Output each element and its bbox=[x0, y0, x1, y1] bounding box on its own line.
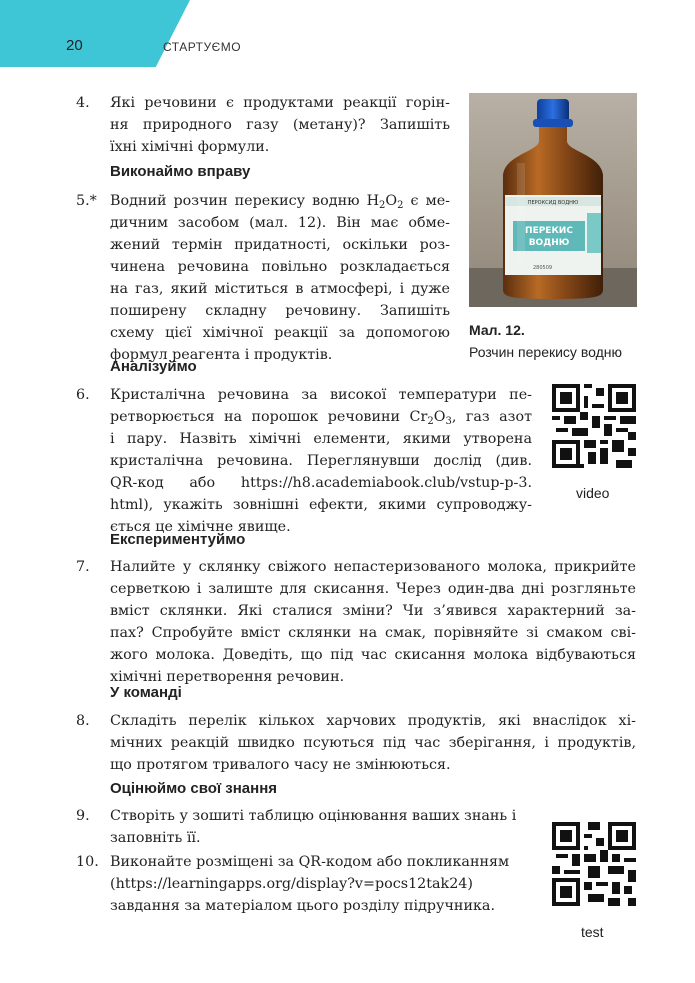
q5-line: дичним засобом (мал. 12). Він має обме- bbox=[110, 215, 450, 231]
q5-text bbox=[110, 190, 450, 366]
q6-line: і пару. Назвіть хімічні елементи, якими утворена bbox=[110, 431, 532, 447]
q6-line: ретворюється на порошок речовини $Cr_2O_3$, газ азот bbox=[110, 409, 532, 427]
q5-line: поширену складну речовину. Запишіть bbox=[110, 303, 450, 319]
q8-text bbox=[110, 710, 636, 776]
q8-number: 8. bbox=[76, 713, 90, 729]
heading-team: У команді bbox=[110, 684, 182, 701]
q7-number: 7. bbox=[76, 559, 90, 575]
figure-label: Мал. 12. bbox=[469, 322, 525, 338]
heading-analyze: Аналізуймо bbox=[110, 358, 197, 375]
bottle-label-top: ПЕРЕКИС bbox=[525, 226, 573, 236]
q4-number: 4. bbox=[76, 95, 90, 111]
q6-line: QR-код або https://h8.academiabook.club/vstup-p-3. bbox=[110, 475, 532, 491]
q6-line: Кристалічна речовина за високої температури пе- bbox=[110, 387, 532, 403]
q9-line: заповніть її. bbox=[110, 830, 201, 846]
q7-line: серветкою і залиште для скисання. Через один-два дні розгляньте bbox=[110, 581, 636, 597]
bottle-small-text: ПЕРОКСИД ВОДНЮ bbox=[527, 200, 579, 206]
qr-test-label: test bbox=[581, 924, 604, 940]
bottle-lot: 280509 bbox=[533, 265, 553, 271]
section-title: СТАРТУЄМО bbox=[163, 40, 242, 54]
figure-caption: Розчин перекису водню bbox=[469, 344, 622, 360]
qr-code-video[interactable] bbox=[552, 384, 636, 468]
q5-number: 5.* bbox=[76, 193, 97, 209]
q5-line: жений термін придатності, оскільки роз- bbox=[110, 237, 450, 253]
q5-line: Водний розчин перекису водню $H_2O_2$ є ме- bbox=[110, 193, 450, 211]
q5-line: формул реагента і продуктів. bbox=[110, 347, 333, 363]
q8-line: Складіть перелік кількох харчових продуктів, які внаслідок хі- bbox=[110, 713, 636, 729]
heading-evaluate: Оцінюймо свої знання bbox=[110, 780, 278, 797]
q10-number: 10. bbox=[76, 854, 99, 870]
q6-number: 6. bbox=[76, 387, 90, 403]
q7-line: вміст склянки. Які сталися зміни? Чи з’явився характерний за- bbox=[110, 603, 636, 619]
q4-text bbox=[110, 92, 450, 158]
q10-text bbox=[110, 851, 532, 917]
q6-line: html), укажіть зовнішні ефекти, якими супроводжу- bbox=[110, 497, 532, 513]
q9-text bbox=[110, 805, 532, 849]
q4-line: Які речовини є продуктами реакції горін- bbox=[110, 95, 450, 111]
q10-line: завдання за матеріалом цього розділу підручника. bbox=[110, 898, 495, 914]
q8-line: що протягом тривалого часу не змінюються. bbox=[110, 757, 451, 773]
qr-video-label: video bbox=[576, 485, 610, 501]
q9-number: 9. bbox=[76, 808, 90, 824]
q7-text bbox=[110, 556, 636, 688]
q7-line: Налийте у склянку свіжого непастеризованого молока, прикрийте bbox=[110, 559, 636, 575]
q10-line: Виконайте розміщені за QR-кодом або покликанням bbox=[110, 854, 510, 870]
q6-text bbox=[110, 384, 532, 538]
heading-exercise: Виконаймо вправу bbox=[110, 163, 251, 180]
q5-line: чинена речовина повільно розкладається bbox=[110, 259, 450, 275]
page-number: 20 bbox=[66, 37, 83, 54]
q7-line: жого молока. Доведіть, що під час скисання молока відбуваються bbox=[110, 647, 636, 663]
hydrogen-peroxide-bottle-photo bbox=[469, 93, 637, 307]
bottle-label-bottom: ВОДНЮ bbox=[528, 238, 570, 248]
q7-line: хімічні перетворення речовин. bbox=[110, 669, 345, 685]
q9-line: Створіть у зошиті таблицю оцінювання ваших знань і bbox=[110, 808, 517, 824]
q4-line: ня природного газу (метану)? Запишіть bbox=[110, 117, 450, 133]
q10-line: (https://learningapps.org/display?v=pocs12tak24) bbox=[110, 876, 473, 892]
q6-line: ється це хімічне явище. bbox=[110, 519, 291, 535]
q5-line: на газ, який міститься в атмосфері, і дуже bbox=[110, 281, 450, 297]
q6-line: кристалічна речовина. Переглянувши дослід (див. bbox=[110, 453, 532, 469]
q5-line: схему цієї хімічної реакції за допомогою bbox=[110, 325, 450, 341]
q4-line: їхні хімічні формули. bbox=[110, 139, 270, 155]
qr-code-test[interactable] bbox=[552, 822, 636, 906]
heading-experiment: Експериментуймо bbox=[110, 531, 246, 548]
q8-line: мічних реакцій швидко псуються під час зберігання, і продуктів, bbox=[110, 735, 636, 751]
header-band bbox=[0, 0, 190, 67]
q7-line: пах? Спробуйте вміст склянки на смак, порівняйте зі смаком сві- bbox=[110, 625, 636, 641]
